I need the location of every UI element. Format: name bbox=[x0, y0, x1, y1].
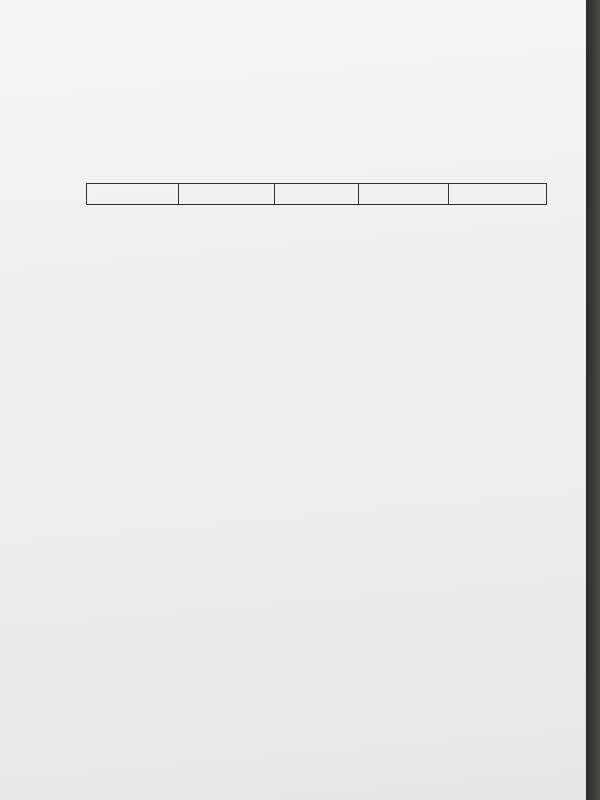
column-header-time-in bbox=[275, 184, 359, 205]
timesheet-table bbox=[86, 183, 547, 205]
column-header-time-out bbox=[179, 184, 275, 205]
column-header-note bbox=[449, 184, 547, 205]
table-header-row bbox=[87, 184, 547, 205]
background-surface bbox=[586, 0, 600, 800]
column-header-date bbox=[87, 184, 179, 205]
column-header-signature bbox=[359, 184, 449, 205]
